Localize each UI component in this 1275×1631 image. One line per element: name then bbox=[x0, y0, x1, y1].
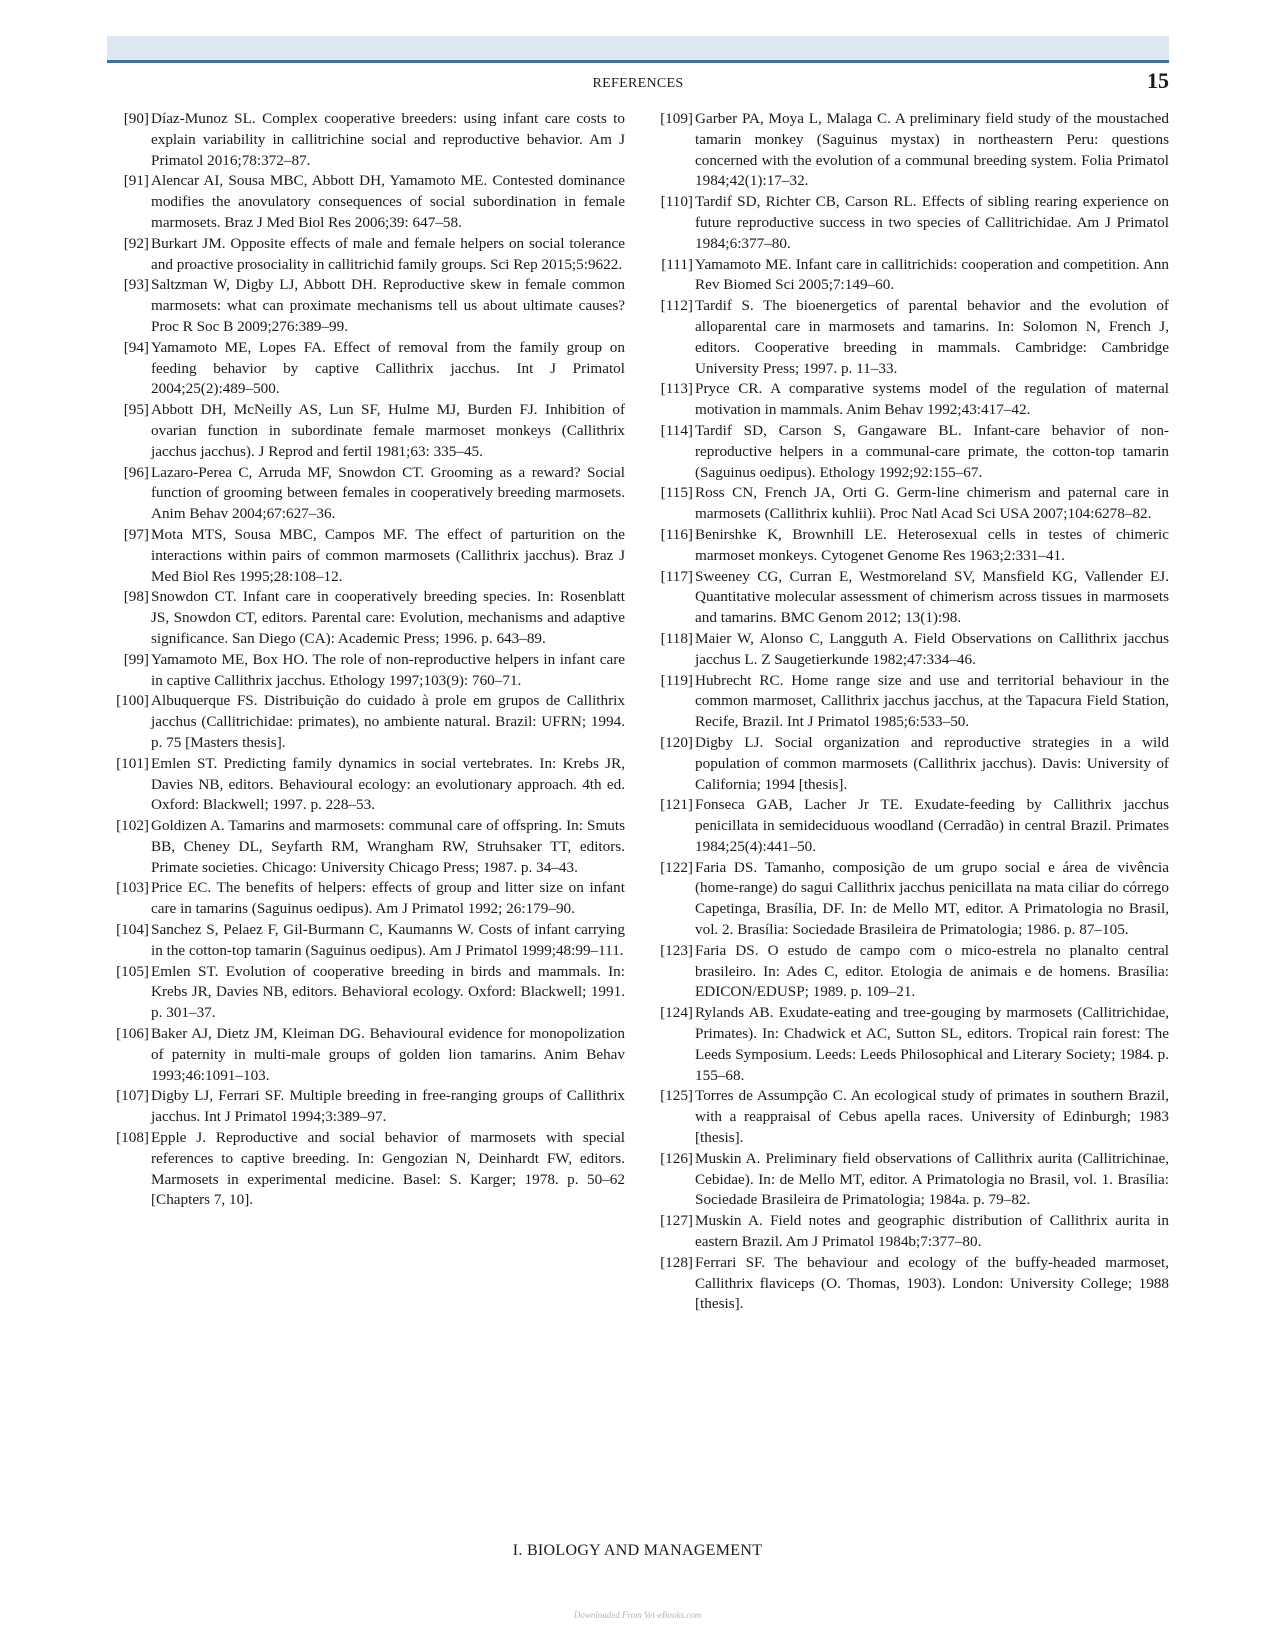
reference-number: [94] bbox=[123, 338, 149, 356]
running-head bbox=[107, 68, 1169, 96]
reference-item bbox=[107, 525, 625, 587]
reference-item bbox=[651, 1211, 1169, 1253]
reference-text: Sanchez S, Pelaez F, Gil-Burmann C, Kaumanns W. Costs of infant carrying in the cotton-top tamarin (Saguinus oedipus). Am J Primatol 1999;48:99–111. bbox=[151, 921, 625, 959]
header-band bbox=[107, 36, 1169, 63]
reference-item bbox=[107, 275, 625, 337]
reference-number: [125] bbox=[660, 1087, 693, 1105]
reference-text: Albuquerque FS. Distribuição do cuidado à prole em grupos de Callithrix jacchus (Callitrichidae: primates), no ambiente natural. Brazil: UFRN; 1994. p. 75 [Masters thesis]. bbox=[151, 692, 625, 751]
reference-text: Torres de Assumpção C. An ecological study of primates in southern Brazil, with a reappraisal of Cebus apella races. University of Edinburgh; 1983 [thesis]. bbox=[695, 1087, 1169, 1147]
reference-number: [97] bbox=[123, 525, 149, 543]
reference-number: [126] bbox=[660, 1149, 693, 1167]
reference-number: [99] bbox=[123, 650, 149, 668]
reference-item bbox=[651, 525, 1169, 567]
reference-text: Snowdon CT. Infant care in cooperatively breeding species. In: Rosenblatt JS, Snowdon CT, editors. Parental care: Evolution, mechanisms and adaptive significance. San Diego (CA): Academic Press; 1996. p. 643–89. bbox=[151, 588, 625, 647]
reference-number: [93] bbox=[123, 276, 149, 294]
reference-item bbox=[107, 962, 625, 1024]
reference-number: [117] bbox=[660, 567, 693, 585]
reference-text: Emlen ST. Predicting family dynamics in social vertebrates. In: Krebs JR, Davies NB, editors. Behavioural ecology: an evolutionary approach. 4th ed. Oxford: Blackwell; 1997. p. 228–53. bbox=[151, 754, 625, 814]
reference-number: [124] bbox=[660, 1004, 693, 1022]
reference-text: Digby LJ. Social organization and reproductive strategies in a wild population of common marmosets (Callithrix jacchus). Davis: University of California; 1994 [thesis]. bbox=[695, 733, 1169, 793]
reference-number: [128] bbox=[660, 1253, 693, 1271]
reference-number: [116] bbox=[660, 525, 693, 543]
reference-text: Goldizen A. Tamarins and marmosets: communal care of offspring. In: Smuts BB, Cheney DL, Seyfarth RM, Wrangham RW, Struhsaker TT, editors. Primate societies. Chicago: University Chicago Press; 1987. p. 34–43. bbox=[151, 817, 625, 876]
reference-item bbox=[651, 941, 1169, 1003]
reference-number: [114] bbox=[660, 421, 693, 439]
reference-number: [123] bbox=[660, 941, 693, 959]
reference-text: Digby LJ, Ferrari SF. Multiple breeding in free-ranging groups of Callithrix jacchus. Int J Primatol 1994;3:389–97. bbox=[151, 1087, 625, 1126]
reference-number: [108] bbox=[116, 1129, 149, 1147]
reference-text: Price EC. The benefits of helpers: effects of group and litter size on infant care in tamarins (Saguinus oedipus). Am J Primatol 1992; 26:179–90. bbox=[151, 879, 625, 918]
reference-text: Muskin A. Field notes and geographic distribution of Callithrix aurita in eastern Brazil. Am J Primatol 1984b;7:377–80. bbox=[695, 1212, 1169, 1251]
reference-number: [109] bbox=[660, 110, 693, 127]
reference-text: Emlen ST. Evolution of cooperative breeding in birds and mammals. In: Krebs JR, Davies NB, editors. Behavioral ecology. Oxford: Blackwell; 1991. p. 301–37. bbox=[151, 962, 625, 1022]
reference-text: Burkart JM. Opposite effects of male and female helpers on social tolerance and proactive prosociality in callitrichid family groups. Sci Rep 2015;5:9622. bbox=[151, 234, 625, 273]
reference-number: [91] bbox=[123, 172, 149, 190]
reference-number: [92] bbox=[123, 234, 149, 252]
reference-item bbox=[651, 1003, 1169, 1086]
reference-item bbox=[651, 795, 1169, 857]
reference-item bbox=[107, 1128, 625, 1211]
reference-item bbox=[107, 338, 625, 400]
reference-number: [110] bbox=[660, 193, 693, 211]
reference-text: Fonseca GAB, Lacher Jr TE. Exudate-feeding by Callithrix jacchus penicillata in semideciduous woodland (Cerradão) in central Brazil. Primates 1984;25(4):441–50. bbox=[695, 796, 1169, 855]
reference-column-right bbox=[651, 109, 1169, 1315]
page-number: 15 bbox=[1147, 68, 1169, 93]
reference-text: Tardif SD, Carson S, Gangaware BL. Infant-care behavior of non-reproductive helpers in a communal-care primate, the cotton-top tamarin (Saguinus oedipus). Ethology 1992;92:155–67. bbox=[695, 421, 1169, 481]
reference-item bbox=[107, 754, 625, 816]
reference-number: [106] bbox=[116, 1025, 149, 1043]
reference-column-left bbox=[107, 109, 625, 1211]
reference-number: [104] bbox=[116, 921, 149, 939]
reference-item bbox=[107, 1024, 625, 1086]
reference-text: Muskin A. Preliminary field observations of Callithrix aurita (Callitrichinae, Cebidae). In: de Mello MT, editor. A Primatologia no Brasil, vol. 1. Brasília: Sociedade Brasileira de Primatologia; 1984a. p. 79–82. bbox=[695, 1149, 1169, 1209]
section-footer: I. BIOLOGY AND MANAGEMENT bbox=[512, 1542, 763, 1559]
reference-number: [113] bbox=[660, 380, 693, 398]
reference-item bbox=[107, 171, 625, 233]
reference-text: Faria DS. Tamanho, composição de um grupo social e área de vivência (home-range) do sagui Callithrix jacchus penicillata na mata ciliar do córrego Capetinga, Brasília, DF. In: de Mello MT, editor. A Primatologia no Brasil, vol. 2. Brasília: Sociedade Brasileira de Primatologia; 1986. p. 87–105. bbox=[695, 858, 1169, 939]
reference-number: [101] bbox=[116, 754, 149, 772]
reference-item bbox=[651, 671, 1169, 733]
reference-text: Lazaro-Perea C, Arruda MF, Snowdon CT. Grooming as a reward? Social function of grooming between females in cooperatively breeding marmosets. Anim Behav 2004;67:627–36. bbox=[151, 463, 625, 523]
reference-text: Maier W, Alonso C, Langguth A. Field Observations on Callithrix jacchus jacchus L. Z Saugetierkunde 1982;47:334–46. bbox=[695, 629, 1169, 668]
reference-number: [115] bbox=[660, 484, 693, 502]
reference-text: Alencar AI, Sousa MBC, Abbott DH, Yamamoto ME. Contested dominance modifies the anovulatory consequences of social subordination in female marmosets. Braz J Med Biol Res 2006;39: 647–58. bbox=[151, 172, 625, 231]
reference-item bbox=[651, 379, 1169, 421]
reference-number: [111] bbox=[661, 255, 693, 273]
reference-text: Hubrecht RC. Home range size and use and territorial behaviour in the common marmoset, Callithrix jacchus jacchus, at the Tapacura Field Station, Recife, Brazil. Int J Primatol 1985;6:533–50. bbox=[695, 671, 1169, 731]
reference-item bbox=[651, 733, 1169, 795]
reference-text: Ferrari SF. The behaviour and ecology of the buffy-headed marmoset, Callithrix flaviceps (O. Thomas, 1903). London: University College; 1988 [thesis]. bbox=[695, 1253, 1169, 1313]
reference-text: Ross CN, French JA, Orti G. Germ-line chimerism and paternal care in marmosets (Callithrix kuhlii). Proc Natl Acad Sci USA 2007;104:6278–82. bbox=[695, 484, 1169, 523]
reference-item bbox=[107, 234, 625, 276]
reference-text: Abbott DH, McNeilly AS, Lun SF, Hulme MJ, Burden FJ. Inhibition of ovarian function in subordinate female marmoset monkeys (Callithrix jacchus jacchus). J Reprod and fertil 1981;63: 335–45. bbox=[151, 401, 625, 460]
reference-text: Rylands AB. Exudate-eating and tree-gouging by marmosets (Callitrichidae, Primates). In: Chadwick et AC, Sutton SL, editors. Tropical rain forest: The Leeds Symposium. Leeds: Leeds Philosophical and Literary Society; 1984. p. 155–68. bbox=[695, 1004, 1169, 1084]
reference-number: [103] bbox=[116, 879, 149, 897]
reference-text: Yamamoto ME. Infant care in callitrichids: cooperation and competition. Ann Rev Biomed Sci 2005;7:149–60. bbox=[695, 255, 1169, 294]
reference-number: [127] bbox=[660, 1212, 693, 1230]
reference-text: Sweeney CG, Curran E, Westmoreland SV, Mansfield KG, Vallender EJ. Quantitative molecular assessment of chimerism across tissues in marmosets and tamarins. BMC Genom 2012; 13(1):98. bbox=[695, 567, 1169, 627]
running-title: REFERENCES bbox=[592, 76, 684, 91]
reference-text: Díaz-Munoz SL. Complex cooperative breeders: using infant care costs to explain variability in callitrichine social and reproductive behavior. Am J Primatol 2016;78:372–87. bbox=[151, 110, 625, 169]
reference-item bbox=[651, 858, 1169, 941]
reference-item bbox=[107, 463, 625, 525]
reference-number: [120] bbox=[660, 733, 693, 751]
reference-item bbox=[651, 192, 1169, 254]
reference-number: [121] bbox=[660, 796, 693, 814]
reference-number: [98] bbox=[123, 588, 149, 606]
reference-number: [95] bbox=[123, 401, 149, 419]
watermark-text: Downloaded From Vet-eBooks.com bbox=[573, 1610, 702, 1620]
reference-item bbox=[651, 629, 1169, 671]
reference-number: [119] bbox=[660, 671, 693, 689]
reference-item bbox=[107, 400, 625, 462]
reference-item bbox=[107, 109, 625, 171]
reference-text: Tardif SD, Richter CB, Carson RL. Effects of sibling rearing experience on future reproductive success in two species of Callitrichidae. Am J Primatol 1984;6:377–80. bbox=[695, 193, 1169, 252]
reference-text: Yamamoto ME, Box HO. The role of non-reproductive helpers in infant care in captive Callithrix jacchus. Ethology 1997;103(9): 760–71. bbox=[151, 650, 625, 689]
reference-item bbox=[651, 483, 1169, 525]
reference-item bbox=[651, 296, 1169, 379]
reference-text: Pryce CR. A comparative systems model of the regulation of maternal motivation in mammals. Anim Behav 1992;43:417–42. bbox=[695, 380, 1169, 419]
reference-item bbox=[651, 1149, 1169, 1211]
reference-number: [90] bbox=[123, 110, 149, 127]
reference-number: [105] bbox=[116, 962, 149, 980]
reference-text: Yamamoto ME, Lopes FA. Effect of removal from the family group on feeding behavior by captive Callithrix jacchus. Int J Primatol 2004;25(2):489–500. bbox=[151, 338, 625, 398]
reference-text: Baker AJ, Dietz JM, Kleiman DG. Behavioural evidence for monopolization of paternity in multi-male groups of golden lion tamarins. Anim Behav 1993;46:1091–103. bbox=[151, 1025, 625, 1084]
reference-text: Epple J. Reproductive and social behavior of marmosets with special references to captive breeding. In: Gengozian N, Deinhardt FW, editors. Marmosets in experimental medicine. Basel: S. Karger; 1978. p. 50–62 [Chapters 7, 10]. bbox=[151, 1129, 625, 1209]
reference-item bbox=[651, 1253, 1169, 1315]
reference-number: [107] bbox=[116, 1087, 149, 1105]
reference-text: Saltzman W, Digby LJ, Abbott DH. Reproductive skew in female common marmosets: what can proximate mechanisms tell us about ultimate causes? Proc R Soc B 2009;276:389–99. bbox=[151, 276, 625, 335]
reference-item bbox=[107, 878, 625, 920]
reference-item bbox=[107, 816, 625, 878]
reference-item bbox=[651, 421, 1169, 483]
reference-item bbox=[107, 1086, 625, 1128]
reference-item bbox=[651, 255, 1169, 297]
reference-number: [118] bbox=[660, 629, 693, 647]
reference-item bbox=[107, 920, 625, 962]
reference-text: Tardif S. The bioenergetics of parental behavior and the evolution of alloparental care in marmosets and tamarins. In: Solomon N, French J, editors. Cooperative breeding in mammals. Cambridge: Cambridge University Press; 1997. p. 11–33. bbox=[695, 297, 1169, 377]
reference-text: Garber PA, Moya L, Malaga C. A preliminary field study of the moustached tamarin monkey (Saguinus mystax) in northeastern Peru: questions concerned with the evolution of a communal breeding system. Folia Primatol 1984;42(1):17–32. bbox=[695, 110, 1169, 190]
reference-number: [112] bbox=[660, 297, 693, 315]
reference-number: [96] bbox=[123, 463, 149, 481]
reference-item bbox=[107, 587, 625, 649]
reference-number: [100] bbox=[116, 692, 149, 710]
reference-text: Benirshke K, Brownhill LE. Heterosexual cells in testes of chimeric marmoset monkeys. Cytogenet Genome Res 1963;2:331–41. bbox=[695, 525, 1169, 564]
reference-number: [102] bbox=[116, 817, 149, 835]
reference-item bbox=[107, 650, 625, 692]
reference-text: Mota MTS, Sousa MBC, Campos MF. The effect of parturition on the interactions within pairs of common marmosets (Callithrix jacchus). Braz J Med Biol Res 1995;28:108–12. bbox=[151, 525, 625, 585]
reference-item bbox=[651, 1086, 1169, 1148]
reference-item bbox=[651, 109, 1169, 192]
reference-item bbox=[107, 691, 625, 753]
reference-number: [122] bbox=[660, 858, 693, 876]
reference-text: Faria DS. O estudo de campo com o mico-estrela no planalto central brasileiro. In: Ades C, editor. Etologia de animais e de homens. Brasília: EDICON/EDUSP; 1989. p. 109–21. bbox=[695, 941, 1169, 1001]
reference-item bbox=[651, 567, 1169, 629]
